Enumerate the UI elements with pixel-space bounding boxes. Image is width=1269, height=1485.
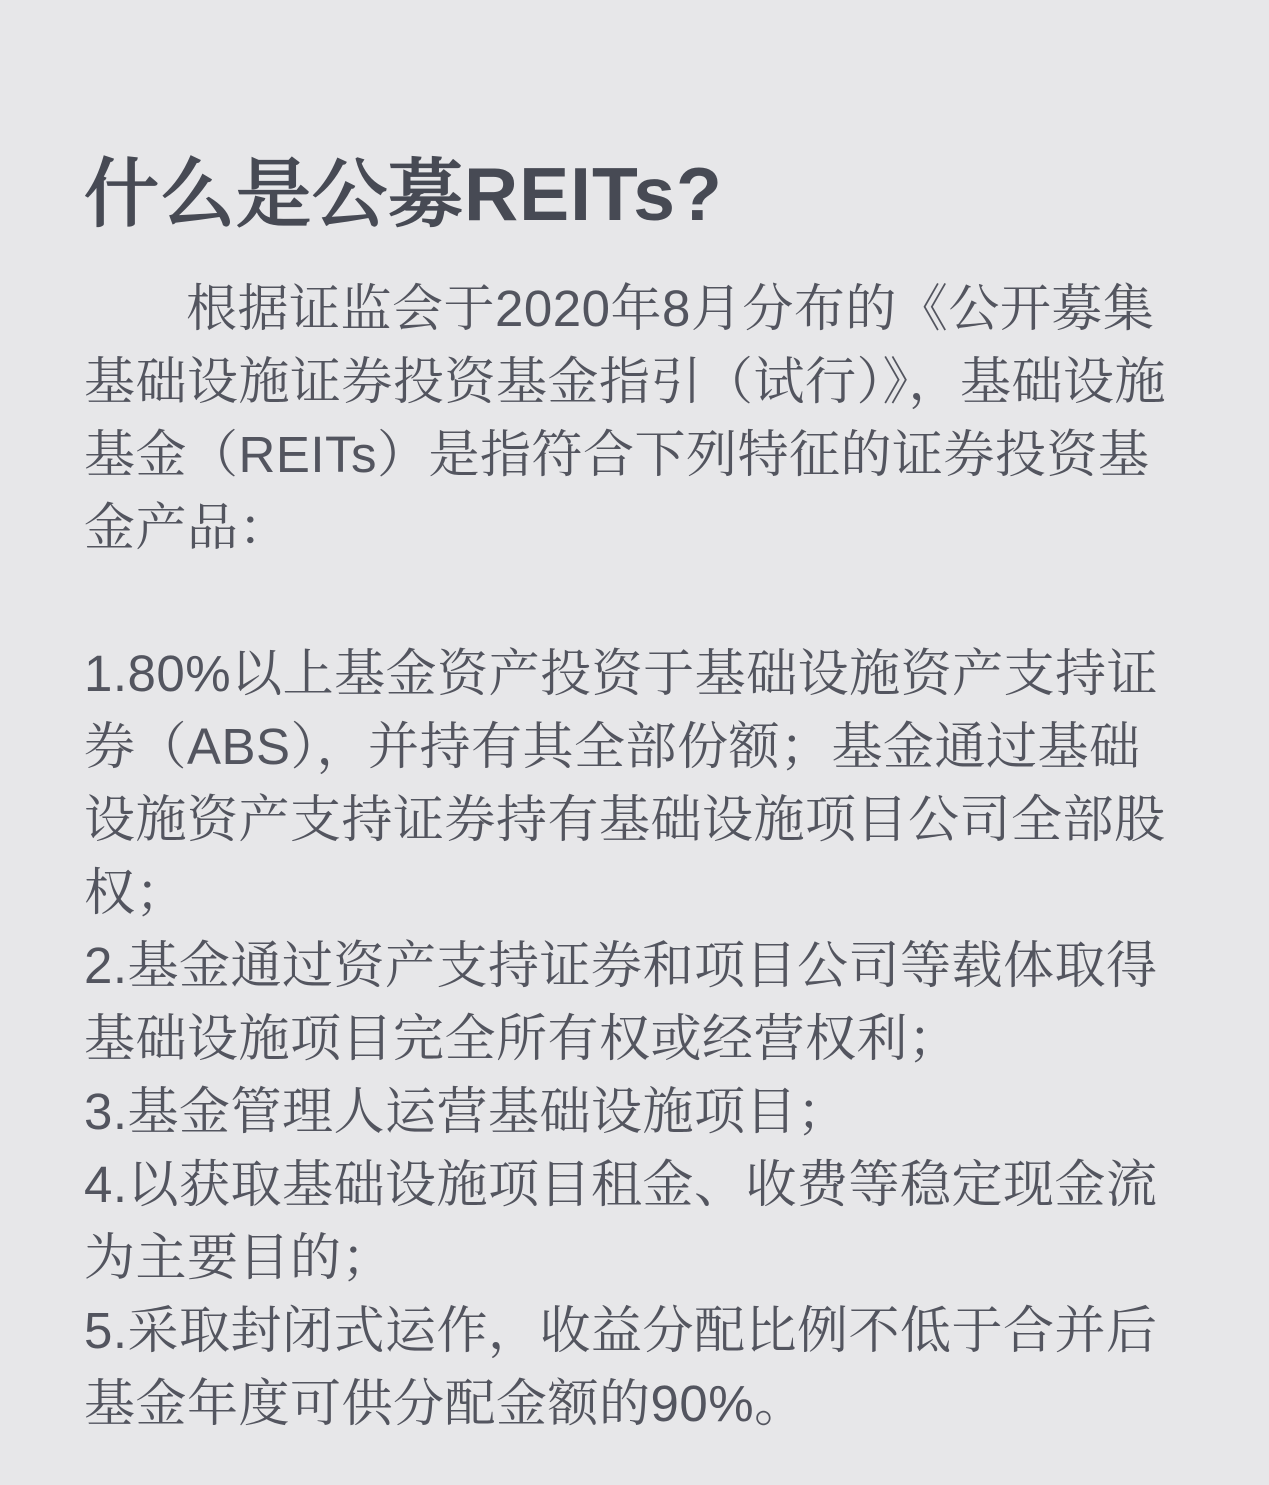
feature-item-5: 5.采取封闭式运作，收益分配比例不低于合并后基金年度可供分配金额的90%。 <box>84 1301 1158 1432</box>
paragraph-spacer <box>84 564 1185 637</box>
intro-paragraph: 根据证监会于2020年8月分布的《公开募集基础设施证券投资基金指引（试行）》，基础设施基金（REITs）是指符合下列特征的证券投资基金产品： <box>84 279 1167 556</box>
feature-list <box>84 637 1185 1440</box>
feature-item-4: 4.以获取基础设施项目租金、收费等稳定现金流为主要目的； <box>84 1155 1158 1286</box>
page-title: 什么是公募REITs? <box>84 152 723 236</box>
feature-item-3: 3.基金管理人运营基础设施项目； <box>84 1082 849 1140</box>
feature-item-2: 2.基金通过资产支持证券和项目公司等载体取得基础设施项目完全所有权或经营权利； <box>84 936 1158 1067</box>
feature-item-1: 1.80%以上基金资产投资于基础设施资产支持证券（ABS），并持有其全部份额；基金通过基础设施资产支持证券持有基础设施项目公司全部股权； <box>84 644 1166 921</box>
